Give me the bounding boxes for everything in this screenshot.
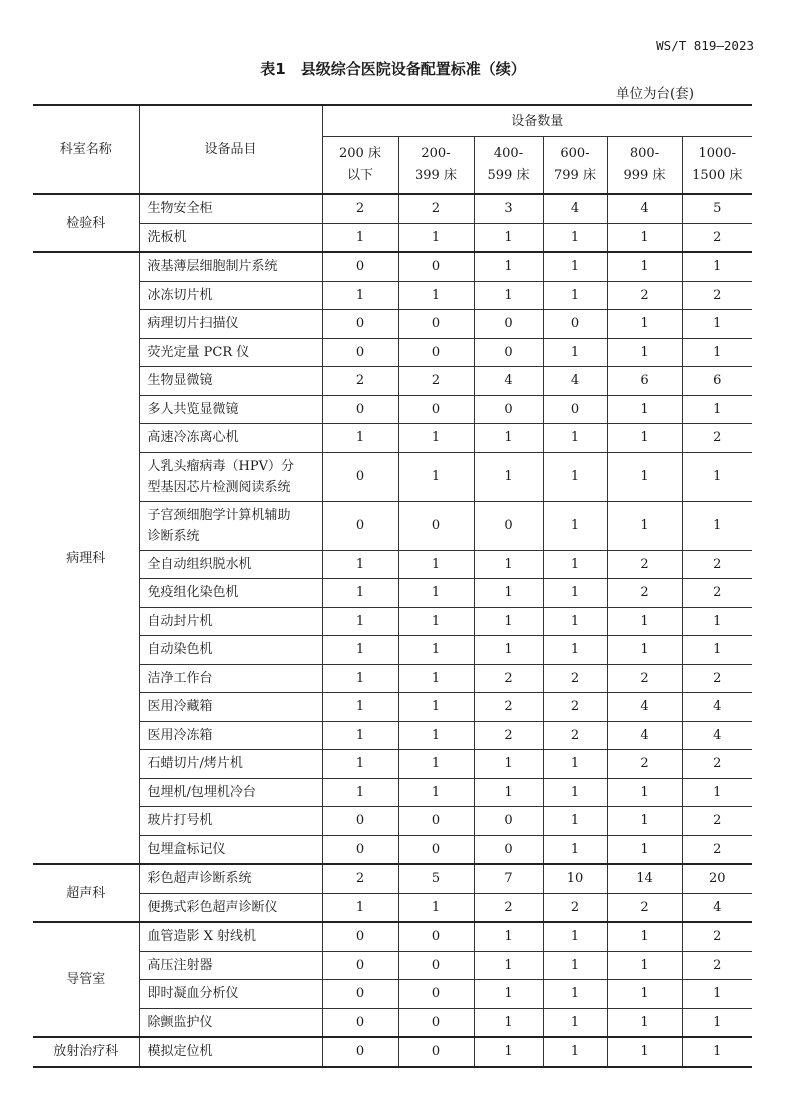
quantity-cell: 0 bbox=[322, 501, 398, 550]
equipment-item-cell bbox=[139, 807, 322, 836]
quantity-cell: 1 bbox=[543, 252, 607, 281]
quantity-cell: 2 bbox=[682, 281, 752, 310]
quantity-cell: 1 bbox=[398, 664, 474, 693]
quantity-cell: 5 bbox=[682, 194, 752, 223]
quantity-cell: 1 bbox=[322, 778, 398, 807]
equipment-item-cell bbox=[139, 750, 322, 779]
header-bed-range bbox=[322, 137, 398, 195]
quantity-cell: 1 bbox=[607, 424, 682, 453]
quantity-cell: 1 bbox=[682, 1008, 752, 1037]
table-row bbox=[33, 951, 752, 980]
quantity-cell: 4 bbox=[682, 893, 752, 922]
quantity-cell: 0 bbox=[322, 951, 398, 980]
equipment-item-cell bbox=[139, 452, 322, 501]
quantity-cell: 0 bbox=[322, 310, 398, 339]
quantity-cell: 0 bbox=[322, 1008, 398, 1037]
quantity-cell: 2 bbox=[322, 864, 398, 893]
header-bed-range-line: 以下 bbox=[346, 168, 373, 183]
quantity-cell: 1 bbox=[607, 252, 682, 281]
quantity-cell: 0 bbox=[543, 395, 607, 424]
equipment-item-cell bbox=[139, 252, 322, 281]
equipment-item-cell bbox=[139, 424, 322, 453]
quantity-cell: 1 bbox=[398, 607, 474, 636]
quantity-cell: 1 bbox=[607, 338, 682, 367]
table-row bbox=[33, 1037, 752, 1067]
quantity-cell: 1 bbox=[398, 281, 474, 310]
header-bed-range-line: 200- bbox=[421, 146, 451, 161]
quantity-cell: 1 bbox=[543, 452, 607, 501]
equipment-item-cell bbox=[139, 194, 322, 223]
equipment-item-cell bbox=[139, 864, 322, 893]
quantity-cell: 0 bbox=[398, 980, 474, 1009]
table-row bbox=[33, 864, 752, 893]
quantity-cell: 7 bbox=[474, 864, 543, 893]
department-cell: 导管室 bbox=[33, 922, 139, 1037]
quantity-cell: 5 bbox=[398, 864, 474, 893]
quantity-cell: 1 bbox=[543, 424, 607, 453]
equipment-item-line: 模拟定位机 bbox=[147, 1044, 213, 1060]
quantity-cell: 2 bbox=[682, 664, 752, 693]
quantity-cell: 1 bbox=[607, 951, 682, 980]
quantity-cell: 1 bbox=[474, 980, 543, 1009]
equipment-item-cell bbox=[139, 310, 322, 339]
table-row bbox=[33, 980, 752, 1009]
quantity-cell: 1 bbox=[474, 252, 543, 281]
equipment-item-cell bbox=[139, 636, 322, 665]
quantity-cell: 1 bbox=[322, 693, 398, 722]
equipment-item-line: 自动封片机 bbox=[147, 613, 213, 629]
quantity-cell: 2 bbox=[607, 550, 682, 579]
quantity-cell: 0 bbox=[322, 835, 398, 864]
quantity-cell: 1 bbox=[322, 281, 398, 310]
quantity-cell: 1 bbox=[322, 607, 398, 636]
quantity-cell: 1 bbox=[607, 835, 682, 864]
quantity-cell: 0 bbox=[474, 338, 543, 367]
table-body bbox=[33, 194, 752, 1067]
quantity-cell: 1 bbox=[682, 636, 752, 665]
equipment-item-cell bbox=[139, 501, 322, 550]
quantity-cell: 2 bbox=[682, 835, 752, 864]
equipment-item-cell bbox=[139, 778, 322, 807]
equipment-item-line: 病理切片扫描仪 bbox=[147, 316, 239, 332]
quantity-cell: 2 bbox=[398, 367, 474, 396]
header-bed-range-line: 800- bbox=[629, 146, 660, 161]
header-bed-range-line: 1500 床 bbox=[692, 168, 743, 183]
equipment-item-cell bbox=[139, 693, 322, 722]
quantity-cell: 1 bbox=[474, 951, 543, 980]
quantity-cell: 2 bbox=[543, 721, 607, 750]
header-bed-range bbox=[607, 137, 682, 195]
quantity-cell: 1 bbox=[607, 980, 682, 1009]
quantity-cell: 0 bbox=[398, 1037, 474, 1067]
quantity-cell: 1 bbox=[398, 636, 474, 665]
quantity-cell: 2 bbox=[682, 750, 752, 779]
quantity-cell: 1 bbox=[398, 223, 474, 252]
quantity-cell: 0 bbox=[398, 951, 474, 980]
quantity-cell: 0 bbox=[398, 835, 474, 864]
department-cell: 放射治疗科 bbox=[33, 1037, 139, 1067]
table-row bbox=[33, 252, 752, 281]
quantity-cell: 20 bbox=[682, 864, 752, 893]
quantity-cell: 1 bbox=[607, 922, 682, 951]
equipment-item-cell bbox=[139, 980, 322, 1009]
quantity-cell: 0 bbox=[474, 835, 543, 864]
quantity-cell: 1 bbox=[607, 778, 682, 807]
quantity-cell: 2 bbox=[682, 922, 752, 951]
header-bed-range-line: 999 床 bbox=[623, 168, 666, 183]
header-bed-range bbox=[682, 137, 752, 195]
quantity-cell: 1 bbox=[398, 893, 474, 922]
equipment-item-cell bbox=[139, 721, 322, 750]
quantity-cell: 4 bbox=[607, 693, 682, 722]
equipment-item-cell bbox=[139, 395, 322, 424]
quantity-cell: 1 bbox=[607, 501, 682, 550]
equipment-item-line: 石蜡切片/烤片机 bbox=[147, 756, 243, 772]
quantity-cell: 1 bbox=[682, 395, 752, 424]
table-row bbox=[33, 194, 752, 223]
quantity-cell: 0 bbox=[398, 310, 474, 339]
quantity-cell: 0 bbox=[322, 338, 398, 367]
quantity-cell: 0 bbox=[474, 395, 543, 424]
quantity-cell: 0 bbox=[322, 922, 398, 951]
quantity-cell: 1 bbox=[474, 922, 543, 951]
quantity-cell: 1 bbox=[322, 223, 398, 252]
equipment-item-line: 包埋机/包埋机冷台 bbox=[147, 784, 256, 800]
quantity-cell: 1 bbox=[322, 550, 398, 579]
quantity-cell: 1 bbox=[543, 579, 607, 608]
table-row bbox=[33, 424, 752, 453]
equipment-item-cell bbox=[139, 607, 322, 636]
equipment-item-line: 冰冻切片机 bbox=[147, 287, 213, 303]
quantity-cell: 1 bbox=[682, 310, 752, 339]
quantity-cell: 2 bbox=[682, 579, 752, 608]
quantity-cell: 1 bbox=[474, 452, 543, 501]
quantity-cell: 1 bbox=[682, 980, 752, 1009]
equipment-item-cell bbox=[139, 281, 322, 310]
equipment-item-cell bbox=[139, 338, 322, 367]
header-bed-range-line: 600- bbox=[560, 146, 590, 161]
quantity-cell: 2 bbox=[607, 664, 682, 693]
quantity-cell: 1 bbox=[474, 223, 543, 252]
table-row bbox=[33, 452, 752, 501]
equipment-item-line: 即时凝血分析仪 bbox=[147, 986, 239, 1002]
equipment-item-line: 除颤监护仪 bbox=[147, 1014, 213, 1030]
header-row-top bbox=[33, 105, 752, 137]
equipment-item-line: 液基薄层细胞制片系统 bbox=[147, 259, 278, 275]
header-item: 设备品目 bbox=[139, 105, 322, 194]
quantity-cell: 2 bbox=[607, 281, 682, 310]
quantity-cell: 1 bbox=[682, 1037, 752, 1067]
quantity-cell: 2 bbox=[474, 721, 543, 750]
quantity-cell: 1 bbox=[682, 252, 752, 281]
equipment-item-line: 型基因芯片检测阅读系统 bbox=[147, 479, 291, 495]
table-row bbox=[33, 338, 752, 367]
table-row bbox=[33, 693, 752, 722]
equipment-table bbox=[33, 104, 752, 1068]
quantity-cell: 1 bbox=[543, 281, 607, 310]
table-row bbox=[33, 664, 752, 693]
equipment-item-line: 血管造影 X 射线机 bbox=[147, 929, 257, 945]
quantity-cell: 0 bbox=[398, 501, 474, 550]
quantity-cell: 1 bbox=[474, 579, 543, 608]
equipment-item-line: 彩色超声诊断系统 bbox=[147, 871, 252, 887]
table-row bbox=[33, 501, 752, 550]
quantity-cell: 1 bbox=[682, 452, 752, 501]
quantity-cell: 0 bbox=[474, 807, 543, 836]
header-bed-range-line: 599 床 bbox=[487, 168, 530, 183]
quantity-cell: 1 bbox=[474, 607, 543, 636]
quantity-cell: 1 bbox=[607, 452, 682, 501]
quantity-cell: 1 bbox=[322, 893, 398, 922]
quantity-cell: 4 bbox=[474, 367, 543, 396]
quantity-cell: 4 bbox=[543, 194, 607, 223]
equipment-item-cell bbox=[139, 223, 322, 252]
quantity-cell: 0 bbox=[474, 501, 543, 550]
equipment-item-line: 医用冷藏箱 bbox=[147, 699, 213, 715]
equipment-item-line: 包埋盒标记仪 bbox=[147, 841, 226, 857]
quantity-cell: 2 bbox=[474, 693, 543, 722]
table-row bbox=[33, 636, 752, 665]
quantity-cell: 1 bbox=[398, 721, 474, 750]
quantity-cell: 3 bbox=[474, 194, 543, 223]
table-title: 表1 县级综合医院设备配置标准（续） bbox=[260, 60, 526, 78]
equipment-item-line: 生物显微镜 bbox=[147, 373, 213, 389]
quantity-cell: 10 bbox=[543, 864, 607, 893]
department-cell: 超声科 bbox=[33, 864, 139, 922]
equipment-item-cell bbox=[139, 579, 322, 608]
equipment-item-line: 洁净工作台 bbox=[147, 670, 213, 686]
table-row bbox=[33, 579, 752, 608]
quantity-cell: 1 bbox=[607, 1037, 682, 1067]
quantity-cell: 0 bbox=[322, 807, 398, 836]
table-row bbox=[33, 750, 752, 779]
quantity-cell: 1 bbox=[543, 778, 607, 807]
equipment-item-line: 高压注射器 bbox=[147, 957, 213, 973]
table-row bbox=[33, 310, 752, 339]
equipment-item-line: 人乳头瘤病毒（HPV）分 bbox=[147, 458, 294, 474]
quantity-cell: 0 bbox=[398, 922, 474, 951]
table-row bbox=[33, 835, 752, 864]
quantity-cell: 2 bbox=[322, 367, 398, 396]
equipment-item-line: 子宫颈细胞学计算机辅助 bbox=[147, 507, 291, 523]
quantity-cell: 2 bbox=[607, 579, 682, 608]
quantity-cell: 2 bbox=[682, 550, 752, 579]
quantity-cell: 0 bbox=[322, 452, 398, 501]
quantity-cell: 2 bbox=[474, 664, 543, 693]
equipment-item-line: 生物安全柜 bbox=[147, 201, 213, 217]
quantity-cell: 1 bbox=[543, 1008, 607, 1037]
quantity-cell: 1 bbox=[322, 664, 398, 693]
quantity-cell: 0 bbox=[543, 310, 607, 339]
quantity-cell: 1 bbox=[474, 778, 543, 807]
quantity-cell: 6 bbox=[682, 367, 752, 396]
quantity-cell: 1 bbox=[607, 807, 682, 836]
quantity-cell: 0 bbox=[398, 338, 474, 367]
quantity-cell: 1 bbox=[607, 223, 682, 252]
quantity-cell: 1 bbox=[474, 1008, 543, 1037]
table-row bbox=[33, 607, 752, 636]
quantity-cell: 4 bbox=[682, 693, 752, 722]
quantity-cell: 1 bbox=[682, 338, 752, 367]
quantity-cell: 4 bbox=[682, 721, 752, 750]
quantity-cell: 1 bbox=[322, 636, 398, 665]
equipment-item-cell bbox=[139, 835, 322, 864]
table-row bbox=[33, 1008, 752, 1037]
equipment-item-line: 高速冷冻离心机 bbox=[147, 430, 239, 446]
quantity-cell: 0 bbox=[398, 1008, 474, 1037]
table-row bbox=[33, 367, 752, 396]
quantity-cell: 2 bbox=[322, 194, 398, 223]
department-cell: 病理科 bbox=[33, 252, 139, 864]
quantity-cell: 0 bbox=[322, 395, 398, 424]
standard-code: WS/T 819—2023 bbox=[656, 38, 754, 53]
quantity-cell: 4 bbox=[607, 721, 682, 750]
equipment-item-line: 荧光定量 PCR 仪 bbox=[147, 344, 250, 360]
equipment-item-cell bbox=[139, 1008, 322, 1037]
header-bed-range bbox=[398, 137, 474, 195]
table-row bbox=[33, 395, 752, 424]
quantity-cell: 2 bbox=[543, 893, 607, 922]
equipment-item-line: 便携式彩色超声诊断仪 bbox=[147, 899, 278, 915]
equipment-item-line: 玻片打号机 bbox=[147, 813, 213, 829]
quantity-cell: 1 bbox=[607, 310, 682, 339]
table-row bbox=[33, 807, 752, 836]
quantity-cell: 1 bbox=[474, 550, 543, 579]
quantity-cell: 1 bbox=[543, 338, 607, 367]
quantity-cell: 0 bbox=[474, 310, 543, 339]
header-bed-range-line: 200 床 bbox=[339, 146, 381, 161]
quantity-cell: 0 bbox=[322, 1037, 398, 1067]
quantity-cell: 2 bbox=[474, 893, 543, 922]
header-department: 科室名称 bbox=[33, 105, 139, 194]
quantity-cell: 1 bbox=[543, 223, 607, 252]
quantity-cell: 1 bbox=[322, 721, 398, 750]
quantity-cell: 1 bbox=[398, 579, 474, 608]
quantity-cell: 1 bbox=[682, 607, 752, 636]
header-bed-range bbox=[474, 137, 543, 195]
quantity-cell: 1 bbox=[607, 1008, 682, 1037]
quantity-cell: 2 bbox=[682, 807, 752, 836]
table-row bbox=[33, 281, 752, 310]
quantity-cell: 1 bbox=[474, 750, 543, 779]
quantity-cell: 1 bbox=[398, 750, 474, 779]
quantity-cell: 2 bbox=[543, 664, 607, 693]
table-row bbox=[33, 721, 752, 750]
quantity-cell: 1 bbox=[474, 636, 543, 665]
equipment-item-cell bbox=[139, 367, 322, 396]
header-bed-range-line: 799 床 bbox=[554, 168, 596, 183]
quantity-cell: 14 bbox=[607, 864, 682, 893]
quantity-cell: 1 bbox=[474, 1037, 543, 1067]
header-bed-range-line: 400- bbox=[493, 146, 524, 161]
quantity-cell: 2 bbox=[607, 893, 682, 922]
equipment-item-cell bbox=[139, 1037, 322, 1067]
unit-note: 单位为台(套) bbox=[615, 86, 694, 102]
quantity-cell: 1 bbox=[543, 980, 607, 1009]
quantity-cell: 1 bbox=[543, 501, 607, 550]
quantity-cell: 1 bbox=[607, 636, 682, 665]
header-bed-range bbox=[543, 137, 607, 195]
quantity-cell: 1 bbox=[607, 395, 682, 424]
header-quantity-group: 设备数量 bbox=[322, 105, 752, 137]
quantity-cell: 0 bbox=[398, 395, 474, 424]
quantity-cell: 1 bbox=[543, 835, 607, 864]
quantity-cell: 1 bbox=[398, 452, 474, 501]
quantity-cell: 6 bbox=[607, 367, 682, 396]
quantity-cell: 1 bbox=[682, 778, 752, 807]
table-row bbox=[33, 922, 752, 951]
quantity-cell: 2 bbox=[607, 750, 682, 779]
header-bed-range-line: 399 床 bbox=[415, 168, 457, 183]
equipment-item-line: 全自动组织脱水机 bbox=[147, 556, 252, 572]
quantity-cell: 1 bbox=[543, 750, 607, 779]
quantity-cell: 1 bbox=[543, 636, 607, 665]
equipment-item-cell bbox=[139, 951, 322, 980]
table-row bbox=[33, 223, 752, 252]
equipment-item-cell bbox=[139, 893, 322, 922]
quantity-cell: 0 bbox=[322, 980, 398, 1009]
header-bed-range-line: 1000- bbox=[698, 146, 736, 161]
quantity-cell: 2 bbox=[682, 951, 752, 980]
equipment-item-line: 免疫组化染色机 bbox=[147, 585, 239, 601]
quantity-cell: 1 bbox=[543, 1037, 607, 1067]
quantity-cell: 1 bbox=[543, 607, 607, 636]
quantity-cell: 2 bbox=[543, 693, 607, 722]
quantity-cell: 2 bbox=[682, 223, 752, 252]
quantity-cell: 1 bbox=[543, 807, 607, 836]
equipment-item-line: 自动染色机 bbox=[147, 642, 213, 658]
equipment-item-line: 医用冷冻箱 bbox=[147, 727, 213, 743]
quantity-cell: 1 bbox=[543, 550, 607, 579]
quantity-cell: 1 bbox=[398, 778, 474, 807]
quantity-cell: 0 bbox=[322, 252, 398, 281]
table-row bbox=[33, 778, 752, 807]
equipment-item-line: 多人共览显微镜 bbox=[147, 401, 239, 417]
quantity-cell: 1 bbox=[398, 550, 474, 579]
quantity-cell: 1 bbox=[322, 750, 398, 779]
quantity-cell: 2 bbox=[682, 424, 752, 453]
quantity-cell: 0 bbox=[398, 807, 474, 836]
equipment-item-line: 诊断系统 bbox=[147, 528, 200, 544]
quantity-cell: 1 bbox=[543, 922, 607, 951]
quantity-cell: 0 bbox=[398, 252, 474, 281]
quantity-cell: 4 bbox=[543, 367, 607, 396]
quantity-cell: 2 bbox=[398, 194, 474, 223]
table-row bbox=[33, 550, 752, 579]
table-row bbox=[33, 893, 752, 922]
quantity-cell: 1 bbox=[322, 424, 398, 453]
quantity-cell: 1 bbox=[398, 693, 474, 722]
quantity-cell: 4 bbox=[607, 194, 682, 223]
equipment-item-cell bbox=[139, 550, 322, 579]
quantity-cell: 1 bbox=[607, 607, 682, 636]
quantity-cell: 1 bbox=[474, 281, 543, 310]
quantity-cell: 1 bbox=[682, 501, 752, 550]
equipment-item-cell bbox=[139, 922, 322, 951]
equipment-item-line: 洗板机 bbox=[147, 229, 187, 245]
quantity-cell: 1 bbox=[474, 424, 543, 453]
quantity-cell: 1 bbox=[543, 951, 607, 980]
quantity-cell: 1 bbox=[398, 424, 474, 453]
quantity-cell: 1 bbox=[322, 579, 398, 608]
department-cell: 检验科 bbox=[33, 194, 139, 252]
equipment-item-cell bbox=[139, 664, 322, 693]
